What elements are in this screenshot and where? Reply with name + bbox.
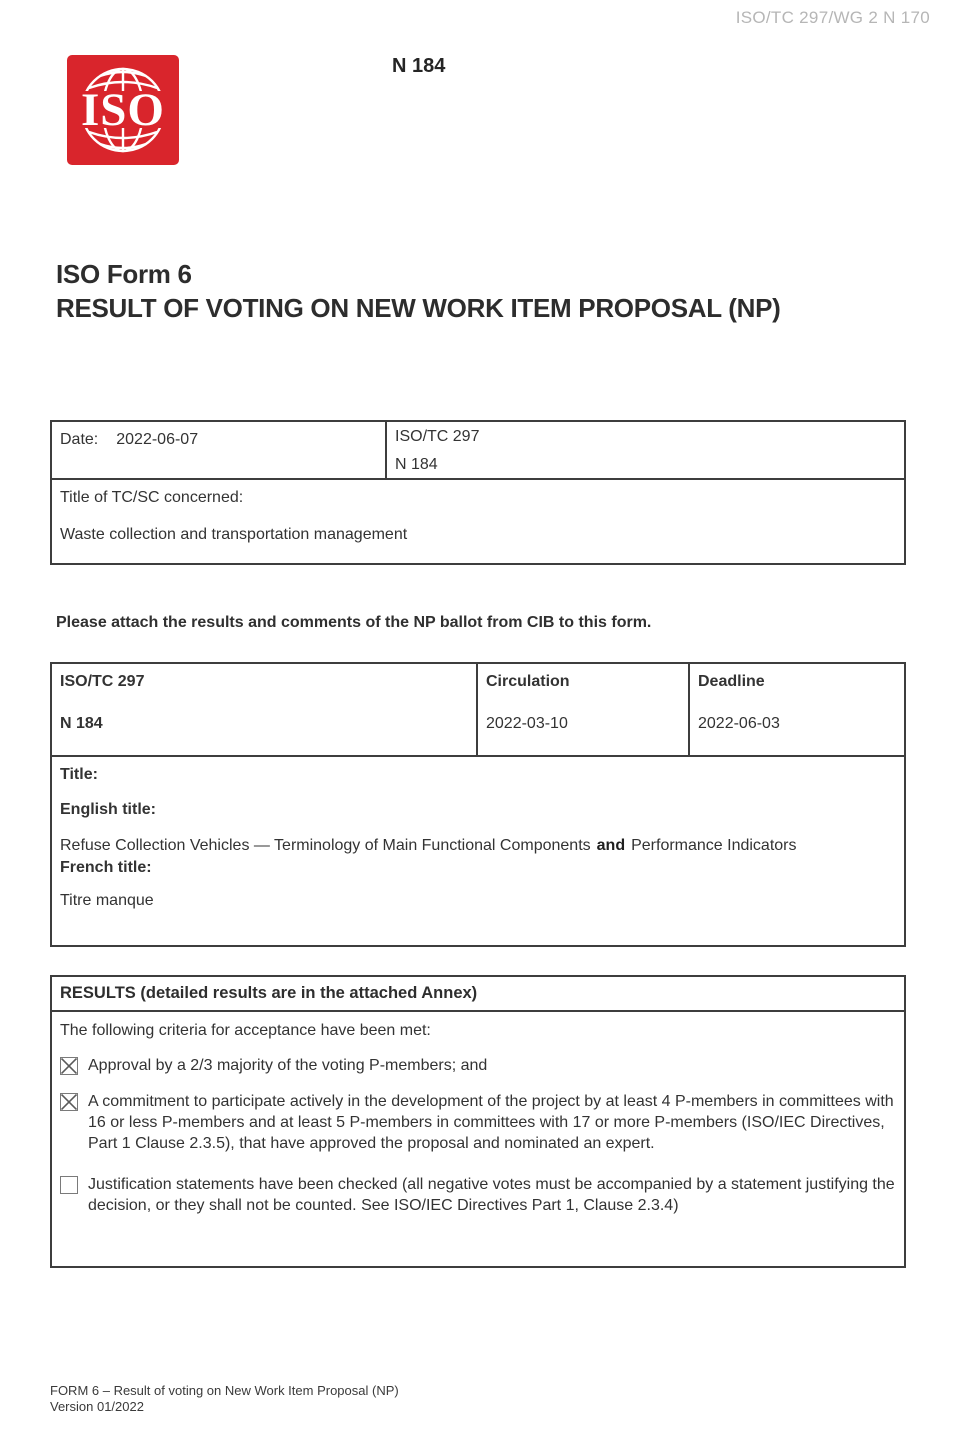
criterion-justification: [60, 1174, 896, 1216]
criterion-justification-text: Justification statements have been checked (all negative votes must be accompanied by a statement justifying the decision, or they shall not be counted. See ISO/IEC Directives Part 1, Clause 2.3.4): [88, 1176, 895, 1214]
committee-cell: [387, 422, 904, 478]
deadline-label: Deadline: [698, 673, 765, 690]
page-title: [56, 257, 781, 325]
tc-title-cell: [52, 480, 904, 563]
ballot-committee-cell: [52, 664, 478, 755]
criterion-commitment: [60, 1091, 896, 1154]
circulation-label: Circulation: [486, 673, 570, 690]
results-intro: The following criteria for acceptance have been met:: [60, 1022, 431, 1039]
info-table-row-1: [52, 422, 904, 480]
doc-number-top: N 184: [392, 55, 446, 77]
checkbox-approval-icon: [60, 1057, 78, 1075]
french-title-label: French title:: [60, 859, 152, 876]
results-header: RESULTS (detailed results are in the attached Annex): [52, 977, 904, 1012]
title-label: Title:: [60, 766, 98, 783]
form-subject: RESULT OF VOTING ON NEW WORK ITEM PROPOSAL (NP): [56, 293, 781, 323]
circulation-cell: [478, 664, 690, 755]
ballot-table-header-row: [52, 664, 904, 757]
date-label: Date:: [60, 431, 99, 448]
ballot-committee: ISO/TC 297: [60, 673, 145, 690]
iso-logo-text: ISO: [81, 84, 165, 136]
english-title-and: and: [596, 837, 626, 854]
ballot-table: [50, 662, 906, 947]
ballot-doc-number: N 184: [60, 715, 103, 732]
circulation-date: 2022-03-10: [486, 715, 568, 732]
doc-reference: ISO/TC 297/WG 2 N 170: [735, 8, 930, 27]
attach-instruction: Please attach the results and comments of the NP ballot from CIB to this form.: [56, 614, 652, 631]
checkbox-justification-icon: [60, 1176, 78, 1194]
checkbox-commitment-icon: [60, 1093, 78, 1111]
results-section: [50, 975, 906, 1268]
deadline-date: 2022-06-03: [698, 715, 780, 732]
english-title-label: English title:: [60, 801, 156, 818]
page-footer: [50, 1383, 399, 1415]
criterion-approval: [60, 1055, 896, 1076]
tc-title-label: Title of TC/SC concerned:: [60, 489, 244, 506]
criterion-commitment-text: A commitment to participate actively in the development of the project by at least 4 P-members in committees with 16 or less P-members and at least 5 P-members in committees with 17 or more P-members (ISO/IEC Directives, Part 1 Clause 2.3.5), that have approved the proposal and nominated an expert.: [88, 1093, 894, 1152]
committee-name: ISO/TC 297: [395, 428, 480, 445]
iso-logo-icon: [67, 55, 179, 165]
doc-number: N 184: [395, 456, 438, 473]
date-value: 2022-06-07: [116, 431, 199, 448]
deadline-cell: [690, 664, 904, 755]
tc-title-value: Waste collection and transportation management: [60, 526, 408, 543]
english-title-part2: Performance Indicators: [631, 837, 797, 854]
date-cell: [52, 422, 387, 478]
titles-cell: [52, 757, 904, 945]
iso-logo: [67, 55, 179, 165]
form-name: ISO Form 6: [56, 259, 192, 289]
french-title-value: Titre manque: [60, 892, 154, 909]
english-title-value: [60, 835, 842, 857]
footer-form-name: FORM 6 – Result of voting on New Work Item Proposal (NP): [50, 1383, 399, 1398]
info-table: [50, 420, 906, 565]
english-title-part1: Refuse Collection Vehicles — Terminology of Main Functional Components: [60, 837, 591, 854]
criterion-approval-text: Approval by a 2/3 majority of the voting P-members; and: [88, 1057, 488, 1074]
footer-version: Version 01/2022: [50, 1399, 144, 1414]
results-body: [52, 1012, 904, 1216]
